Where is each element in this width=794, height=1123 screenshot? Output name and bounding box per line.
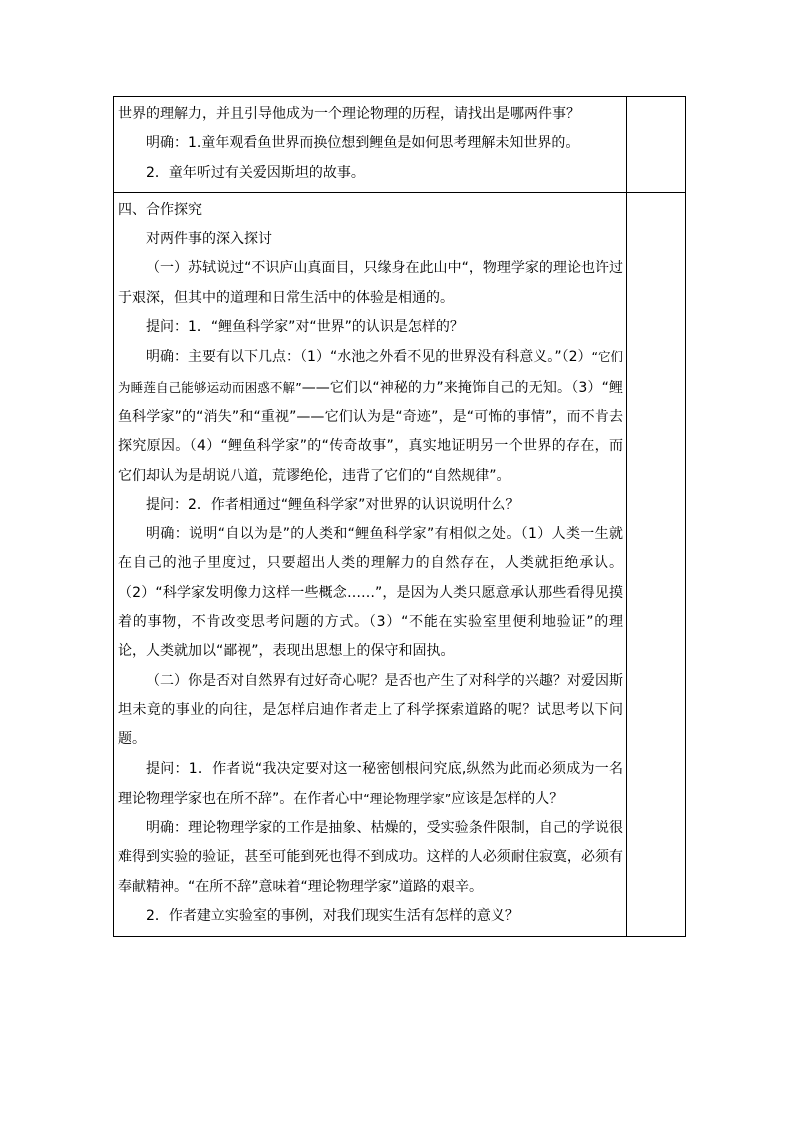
notes-cell bbox=[627, 97, 686, 193]
answer bbox=[118, 342, 623, 490]
question-quote: “理论物理学家” bbox=[363, 790, 452, 806]
content-cell bbox=[114, 97, 627, 193]
paragraph: （二）你是否对自然界有过好奇心呢？是否也产生了对科学的兴趣？对爱因斯坦未竟的事业的向往，是怎样启迪作者走上了科学探索道路的呢？试思考以下问题。 bbox=[118, 672, 623, 748]
question: 2．作者建立实验室的事例，对我们现实生活有怎样的意义？ bbox=[146, 908, 519, 925]
answer-text: ——它们以“神秘的力”来掩饰自己的无知。（3）“鲤鱼科学家”的“消失”和“重视”——它们认为是“奇迹”，是“可怖的事情”，而不肯去探究原因。（4）“鲤鱼科学家”的“传奇故事”，真实地证明另一个世界的存在，而它们却认为是胡说八道，荒谬绝伦，违背了它们的“自然规律”。 bbox=[118, 379, 623, 484]
answer: 明确：说明“自以为是”的人类和“鲤鱼科学家”有相似之处。（1）人类一生就在自己的池子里度过，只要超出人类的理解力的自然存在，人类就拒绝承认。（2）“科学家发明像力这样一些概念……”，是因为人类只愿意承认那些看得见摸着的事物，不肯改变思考问题的方式。（3）“不能在实验室里便利地验证”的理论，人类就加以“鄙视”，表现出思想上的保守和固执。 bbox=[118, 526, 623, 660]
answer-text: 明确：主要有以下几点：（1）“水池之外看不见的世界没有科意义。”（2） bbox=[146, 349, 592, 366]
question: 提问：1．“鲤鱼科学家”对“世界”的认识是怎样的？ bbox=[146, 319, 464, 336]
subheading: 对两件事的深入探讨 bbox=[146, 231, 272, 248]
notes-cell bbox=[627, 192, 686, 936]
question-text: 应该是怎样的人？ bbox=[451, 790, 564, 807]
answer-line: 明确：1.童年观看鱼世界而换位想到鲤鱼是如何思考理解未知世界的。 bbox=[146, 135, 580, 152]
question: 提问：2．作者相通过“鲤鱼科学家”对世界的认识说明什么？ bbox=[146, 496, 520, 513]
lesson-table bbox=[113, 96, 686, 937]
question-text: 提问：1．作者说“我决定要对这一秘密刨根问究底,纵然为此而必须成为一名理论物理学家也在所不辞”。在作者心中 bbox=[118, 760, 623, 807]
question bbox=[118, 755, 623, 815]
paragraph: （一）苏轼说过“不识庐山真面目，只缘身在此山中“，物理学家的理论也许过于艰深，但其中的道理和日常生活中的体验是相通的。 bbox=[118, 260, 623, 306]
table-row bbox=[114, 97, 686, 193]
question-continuation: 世界的理解力，并且引导他成为一个理论物理的历程，请找出是哪两件事？ bbox=[118, 106, 580, 122]
answer: 明确：理论物理学家的工作是抽象、枯燥的，受实验条件限制，自己的学说很难得到实验的验证，甚至可能到死也得不到成功。这样的人必须耐住寂寞，必须有奉献精神。“在所不辞”意味着“理论物理学家”道路的艰辛。 bbox=[118, 820, 623, 895]
answer-quote: “它们为睡莲自己能够运动而困惑不解” bbox=[118, 349, 623, 395]
section-heading: 四、合作探究 bbox=[118, 201, 202, 218]
answer-line: 2．童年听过有关爱因斯坦的故事。 bbox=[146, 164, 365, 181]
content-cell bbox=[114, 192, 627, 936]
table-row bbox=[114, 192, 686, 936]
